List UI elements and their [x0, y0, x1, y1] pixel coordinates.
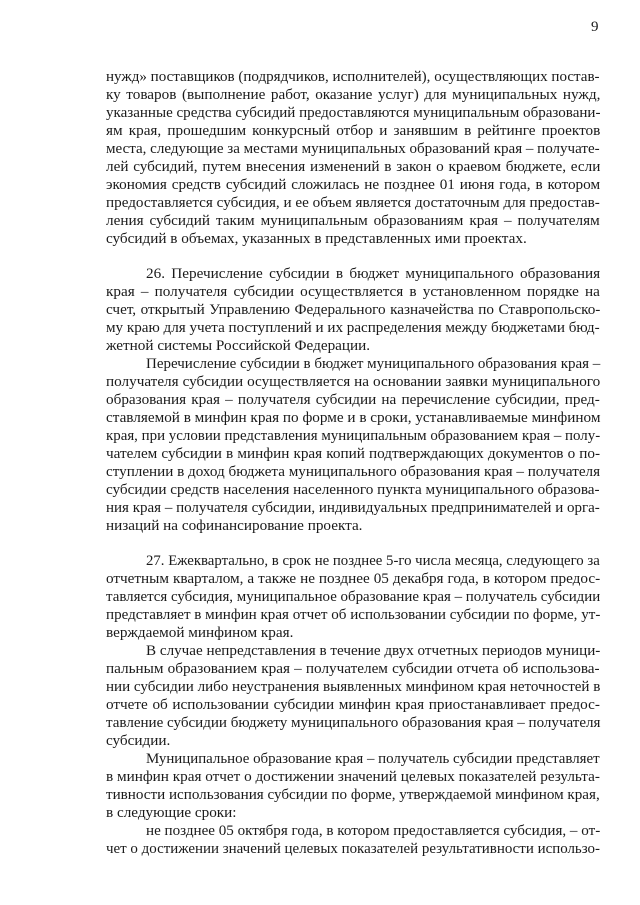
text-line: не позднее 05 октября года, в котором предоставляется субсидия, – от-: [146, 822, 601, 839]
text-line: края – получателя субсидии осуществляется в установленном порядке на: [106, 283, 600, 300]
text-line: субсидий в объемах, указанных в представленных ими проектах.: [106, 230, 527, 247]
text-line: ступлении в доход бюджета муниципального образования края – получателя: [106, 463, 601, 480]
text-line: края, при условии представления муниципальным образованием края – полу-: [106, 427, 601, 444]
text-line: ку товаров (выполнение работ, оказание услуг) для муниципальных нужд,: [106, 86, 601, 103]
text-line: нужд» поставщиков (подрядчиков, исполнителей), осуществляющих постав-: [106, 68, 600, 85]
text-line: представляет в минфин края отчет об использовании субсидии по форме, ут-: [106, 606, 601, 623]
text-line: счет, открытый Управлению Федерального казначейства по Ставропольско-: [106, 301, 601, 318]
text-line: ставляемой в минфин края по форме и в сроки, устанавливаемые минфином: [106, 409, 601, 426]
text-line: в минфин края отчет о достижении значений целевых показателей результа-: [106, 768, 600, 785]
text-line: лей субсидий, путем внесения изменений в закон о краевом бюджете, если: [106, 158, 601, 175]
text-line: низаций на софинансирование проекта.: [106, 517, 363, 534]
page-number: 9: [591, 19, 599, 35]
text-line: ния края – получателя субсидии, индивидуальных предпринимателей и орга-: [106, 499, 600, 516]
text-line: отчетным кварталом, а также не позднее 05 декабря года, в котором предос-: [106, 570, 601, 587]
text-line: В случае непредставления в течение двух отчетных периодов муници-: [146, 642, 601, 659]
text-line: тивности использования субсидии по форме, утверждаемой минфином края,: [106, 786, 600, 803]
text-line: тавляется субсидия, муниципальное образование края – получатель субсидии: [106, 588, 601, 605]
text-line: 26. Перечисление субсидии в бюджет муниципального образования: [146, 265, 601, 282]
text-line: образования края – получателя субсидии на перечисление субсидии, пред-: [106, 391, 600, 408]
text-line: экономия средств субсидий сложилась не позднее 01 июня года, в котором: [106, 176, 601, 193]
text-line: места, следующие за местами муниципальных образований края – получате-: [106, 140, 600, 157]
text-line: Муниципальное образование края – получатель субсидии представляет: [146, 750, 600, 767]
text-line: субсидии.: [106, 732, 171, 749]
text-line: 27. Ежеквартально, в срок не позднее 5-го числа месяца, следующего за: [146, 552, 600, 569]
text-line: в следующие сроки:: [106, 804, 237, 821]
text-line: чет о достижении значений целевых показателей результативности использо-: [106, 840, 601, 857]
text-line: му краю для учета поступлений и их распределения между бюджетами бюд-: [106, 319, 600, 336]
text-line: получателя субсидии осуществляется на основании заявки муниципального: [106, 373, 601, 390]
text-line: предоставляется субсидия, и ее объем является достаточным для предостав-: [106, 194, 600, 211]
text-line: верждаемой минфином края.: [106, 624, 294, 641]
text-line: жетной системы Российской Федерации.: [106, 337, 371, 354]
text-line: ям края, прошедшим конкурсный отбор и занявшим в рейтинге проектов: [106, 122, 601, 139]
text-line: чателем субсидии в минфин края копий подтверждающих документов о по-: [106, 445, 601, 462]
text-line: Перечисление субсидии в бюджет муниципального образования края –: [146, 355, 601, 372]
text-line: нии субсидии либо неустранения выявленных минфином края неточностей в: [106, 678, 601, 695]
text-line: пальным образованием края – получателем субсидии отчета об использова-: [106, 660, 600, 677]
text-line: отчете об использовании субсидии минфин края приостанавливает предос-: [106, 696, 600, 713]
text-line: указанные средства субсидий предоставляются муниципальным образовани-: [106, 104, 601, 121]
text-line: тавление субсидии бюджету муниципального образования края – получателя: [106, 714, 601, 731]
text-line: субсидии средств населения населенного пункта муниципального образова-: [106, 481, 600, 498]
text-line: ления субсидий таким муниципальным образованиям края – получателям: [106, 212, 600, 229]
